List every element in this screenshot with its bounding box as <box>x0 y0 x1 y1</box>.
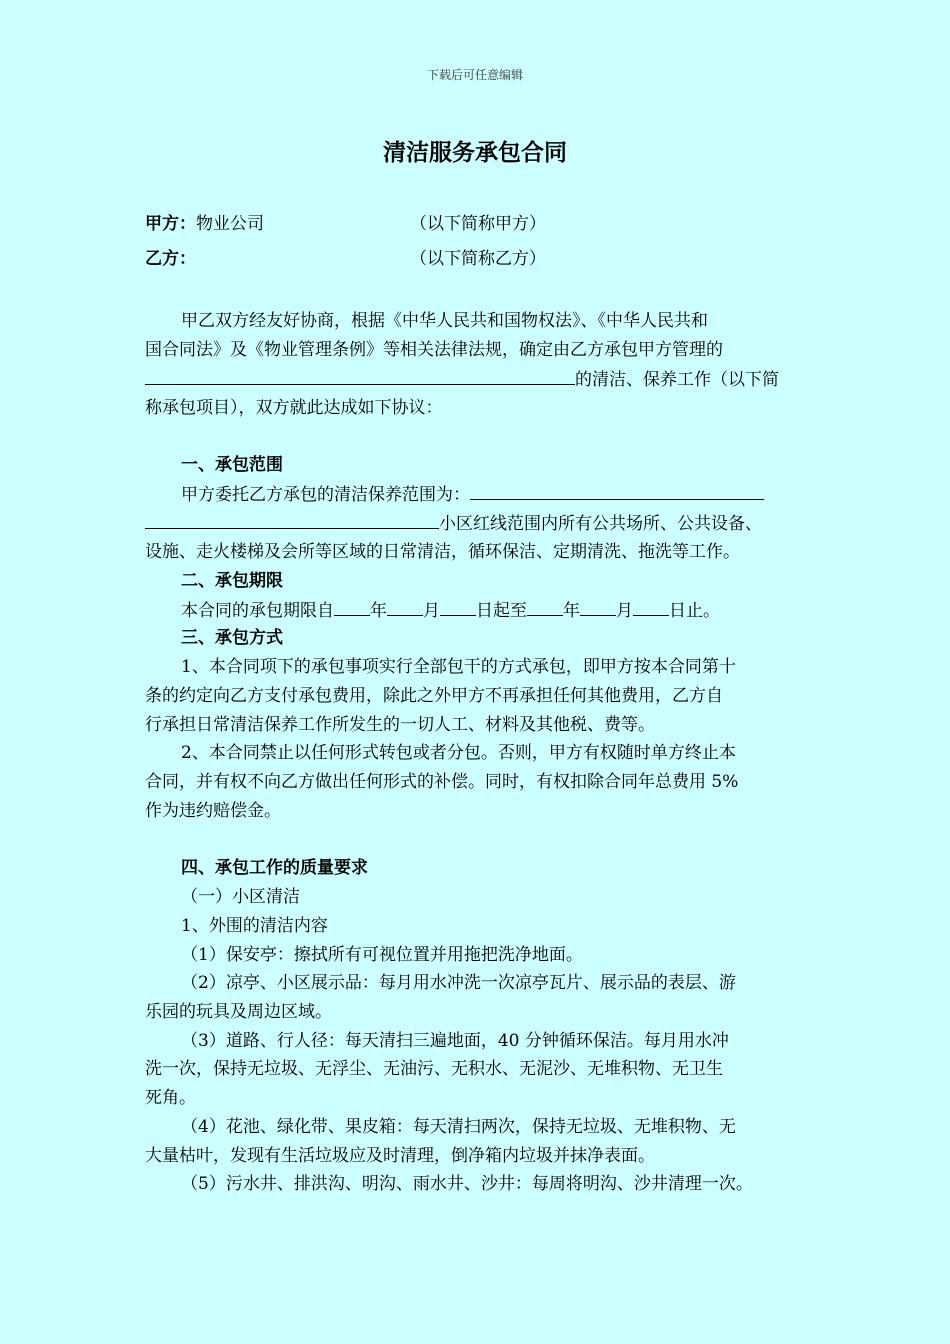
party-a-line <box>145 209 546 234</box>
s4-i4-line-2: 大量枯叶，发现有生活垃圾应及时清理，倒净箱内垃圾并抹净表面。 <box>145 1146 655 1166</box>
party-a-label: 甲方： <box>145 214 196 234</box>
s4-item-1: 1、外围的清洁内容 <box>181 916 328 936</box>
s3-p2-line-1: 2、本合同禁止以任何形式转包或者分包。否则，甲方有权随时单方终止本 <box>181 743 736 763</box>
s1-line-1 <box>181 483 764 506</box>
intro-line-3-text: 的清洁、保养工作（以下简 <box>575 370 779 390</box>
blank-line <box>633 599 669 616</box>
s4-i3-line-1: （3）道路、行人径：每天清扫三遍地面，40 分钟循环保洁。每月用水冲 <box>181 1031 729 1051</box>
s1-line-3: 设施、走火楼梯及会所等区域的日常清洁，循环保洁、定期清洗、拖洗等工作。 <box>145 542 740 562</box>
s4-i3-line-2: 洗一次，保持无垃圾、无浮尘、无油污、无积水、无泥沙、无堆积物、无卫生 <box>145 1059 723 1079</box>
s2-text-3: 月 <box>423 601 440 621</box>
s3-p1-line-2: 条的约定向乙方支付承包费用，除此之外甲方不再承担任何其他费用，乙方自 <box>145 686 723 706</box>
blank-line <box>470 483 764 500</box>
s2-text-4: 日起至 <box>476 601 527 621</box>
s2-line-1 <box>181 599 720 622</box>
blank-line <box>387 599 423 616</box>
blank-line <box>145 512 439 529</box>
intro-line-1: 甲乙双方经友好协商，根据《中华人民共和国物权法》、《中华人民共和 <box>181 311 708 331</box>
s3-p2-line-3: 作为违约赔偿金。 <box>145 801 281 821</box>
s3-p1-line-1: 1、本合同项下的承包事项实行全部包干的方式承包，即甲方按本合同第十 <box>181 657 736 677</box>
party-b-label: 乙方： <box>145 249 196 269</box>
s3-p1-line-3: 行承担日常清洁保养工作所发生的一切人工、材料及其他税、费等。 <box>145 715 655 735</box>
blank-line <box>145 368 575 385</box>
s4-sub-1: （一）小区清洁 <box>181 887 300 907</box>
s2-text-7: 日止。 <box>669 601 720 621</box>
party-b-line <box>145 244 546 269</box>
blank-line <box>580 599 616 616</box>
intro-line-3 <box>145 368 779 391</box>
section-2-heading: 二、承包期限 <box>181 571 283 591</box>
s2-text-1: 本合同的承包期限自 <box>181 601 334 621</box>
header-note: 下载后可任意编辑 <box>426 68 523 82</box>
blank-line <box>527 599 563 616</box>
s1-line-2-text: 小区红线范围内所有公共场所、公共设备、 <box>439 514 762 534</box>
intro-line-4: 称承包项目），双方就此达成如下协议： <box>145 398 443 418</box>
s2-text-5: 年 <box>563 601 580 621</box>
s4-i1: （1）保安亭：擦拭所有可视位置并用拖把洗净地面。 <box>181 945 583 965</box>
blank-line <box>334 599 370 616</box>
party-a-name: 物业公司 <box>196 214 264 234</box>
party-a-note: （以下简称甲方） <box>410 214 546 234</box>
section-4-heading: 四、承包工作的质量要求 <box>181 858 368 878</box>
intro-line-2: 国合同法》及《物业管理条例》等相关法律法规，确定由乙方承包甲方管理的 <box>145 340 723 360</box>
blank-line <box>440 599 476 616</box>
s2-text-6: 月 <box>616 601 633 621</box>
s3-p2-line-2: 合同，并有权不向乙方做出任何形式的补偿。同时，有权扣除合同年总费用 5% <box>145 772 739 792</box>
s1-line-2 <box>145 512 762 535</box>
party-b-note: （以下简称乙方） <box>410 249 546 269</box>
s4-i3-line-3: 死角。 <box>145 1088 196 1108</box>
section-3-heading: 三、承包方式 <box>181 628 283 648</box>
s4-i4-line-1: （4）花池、绿化带、果皮箱：每天清扫两次，保持无垃圾、无堆积物、无 <box>181 1117 736 1137</box>
s4-i2-line-1: （2）凉亭、小区展示品：每月用水冲洗一次凉亭瓦片、展示品的表层、游 <box>181 973 736 993</box>
section-1-heading: 一、承包范围 <box>181 455 283 475</box>
s4-i2-line-2: 乐园的玩具及周边区域。 <box>145 1002 332 1022</box>
s1-line-1-text: 甲方委托乙方承包的清洁保养范围为： <box>181 485 470 505</box>
s2-text-2: 年 <box>370 601 387 621</box>
page-title: 清洁服务承包合同 <box>383 140 567 166</box>
s4-i5: （5）污水井、排洪沟、明沟、雨水井、沙井：每周将明沟、沙井清理一次。 <box>181 1174 753 1194</box>
